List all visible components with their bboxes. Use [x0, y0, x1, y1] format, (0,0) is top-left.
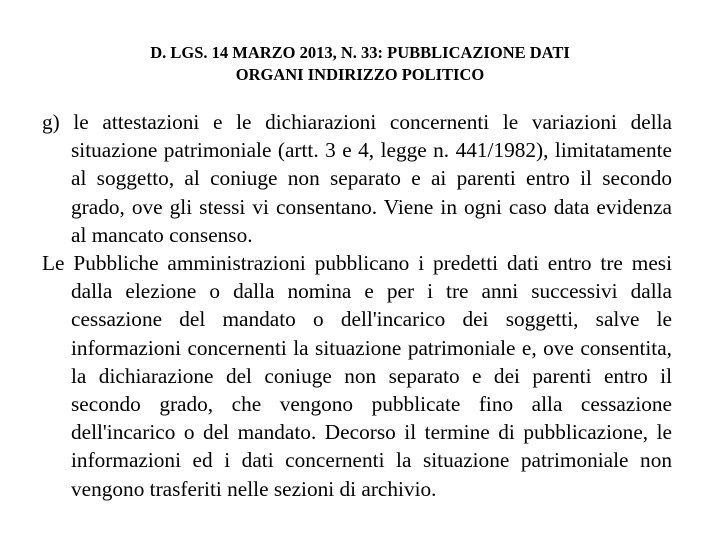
body-text — [42, 108, 672, 503]
title-line-2: ORGANI INDIRIZZO POLITICO — [235, 65, 485, 84]
paragraph-g: g) le attestazioni e le dichiarazioni concernenti le variazioni della situazione patrimoniale (artt. 3 e 4, legge n. 441/1982), limitatamente al soggetto, al coniuge non separato e ai parenti entro il secondo grado, ove gli stessi vi consentano. Viene in ogni caso data evidenza al mancato consenso. — [42, 110, 672, 247]
title-line-1: D. LGS. 14 MARZO 2013, N. 33: PUBBLICAZIONE DATI — [150, 43, 570, 62]
slide-title — [0, 42, 720, 86]
paragraph-publication-terms: Le Pubbliche amministrazioni pubblicano i predetti dati entro tre mesi dalla elezione o dalla nomina e per i tre anni successivi dalla cessazione del mandato o dell'incarico dei soggetti, salve le informazioni concernenti la situazione patrimoniale e, ove consentita, la dichiarazione del coniuge non separato e dei parenti entro il secondo grado, che vengono pubblicate fino alla cessazione dell'incarico o del mandato. Decorso il termine di pubblicazione, le informazioni ed i dati concernenti la situazione patrimoniale non vengono trasferiti nelle sezioni di archivio. — [42, 251, 672, 501]
